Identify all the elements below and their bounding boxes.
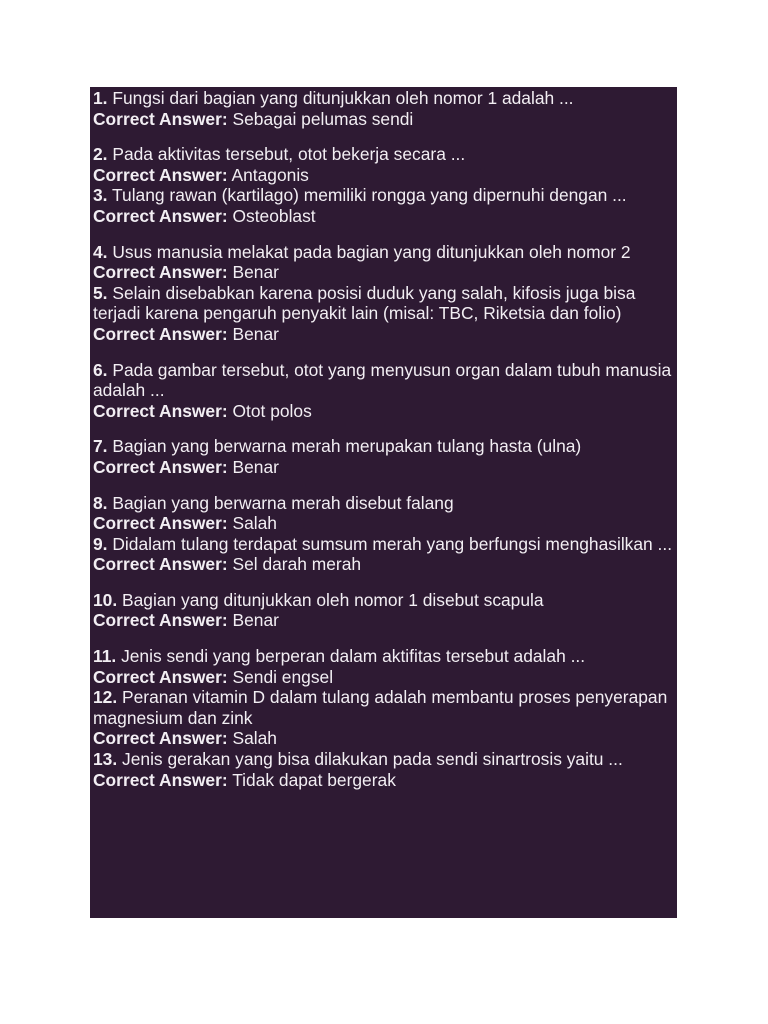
qa-item-11 <box>93 646 677 687</box>
question-body: Bagian yang berwarna merah merupakan tulang hasta (ulna) <box>112 436 582 457</box>
answer-value: Salah <box>232 513 277 534</box>
answer-line <box>93 728 677 749</box>
answer-value: Antagonis <box>231 164 309 185</box>
answer-label: Correct Answer: <box>93 513 228 534</box>
question-text <box>93 687 677 728</box>
question-text <box>93 144 677 165</box>
question-number: 4. <box>93 241 108 262</box>
question-body: Usus manusia melakat pada bagian yang ditunjukkan oleh nomor 2 <box>112 241 631 262</box>
question-number: 3. <box>93 185 108 206</box>
question-body: Bagian yang ditunjukkan oleh nomor 1 disebut scapula <box>122 589 544 610</box>
answer-value: Otot polos <box>232 400 312 421</box>
answer-value: Sendi engsel <box>232 666 334 687</box>
question-number: 8. <box>93 492 108 513</box>
question-text <box>93 493 677 514</box>
question-body: Fungsi dari bagian yang ditunjukkan oleh nomor 1 adalah ... <box>112 88 574 108</box>
answer-label: Correct Answer: <box>93 323 228 344</box>
question-text <box>93 360 677 401</box>
answer-line <box>93 401 677 422</box>
question-number: 12. <box>93 687 118 708</box>
question-body: Pada gambar tersebut, otot yang menyusun organ dalam tubuh manusia adalah ... <box>93 359 672 401</box>
qa-item-8 <box>93 493 677 534</box>
answer-label: Correct Answer: <box>93 666 228 687</box>
answer-value: Benar <box>232 262 279 283</box>
answer-value: Sebagai pelumas sendi <box>232 108 414 129</box>
answer-label: Correct Answer: <box>93 554 228 575</box>
qa-item-6 <box>93 360 677 422</box>
question-text <box>93 646 677 667</box>
qa-item-13 <box>93 749 677 790</box>
question-body: Jenis sendi yang berperan dalam aktifitas tersebut adalah ... <box>121 646 586 667</box>
question-number: 13. <box>93 749 118 770</box>
question-body: Pada aktivitas tersebut, otot bekerja secara ... <box>112 144 466 165</box>
question-text <box>93 749 677 770</box>
answer-line <box>93 554 677 575</box>
question-body: Tulang rawan (kartilago) memiliki rongga yang dipernuhi dengan ... <box>112 185 627 206</box>
question-text <box>93 185 677 206</box>
quiz-answer-panel <box>90 87 677 918</box>
answer-value: Osteoblast <box>232 205 316 226</box>
question-body: Selain disebabkan karena posisi duduk yang salah, kifosis juga bisa terjadi karena pengaruh penyakit lain (misal: TBC, Riketsia dan folio) <box>93 282 636 324</box>
answer-label: Correct Answer: <box>93 456 228 477</box>
qa-item-12 <box>93 687 677 749</box>
answer-label: Correct Answer: <box>93 164 228 185</box>
answer-line <box>93 165 677 186</box>
question-number: 9. <box>93 533 108 554</box>
qa-item-7 <box>93 436 677 477</box>
question-number: 7. <box>93 436 108 457</box>
qa-item-4 <box>93 242 677 283</box>
answer-value: Salah <box>232 728 277 749</box>
qa-item-5 <box>93 283 677 345</box>
answer-value: Benar <box>232 610 279 631</box>
question-number: 6. <box>93 359 108 380</box>
answer-line <box>93 262 677 283</box>
answer-value: Tidak dapat bergerak <box>232 769 396 790</box>
question-number: 1. <box>93 88 108 108</box>
qa-item-1 <box>93 88 677 129</box>
answer-value: Sel darah merah <box>232 554 362 575</box>
question-body: Bagian yang berwarna merah disebut falang <box>112 492 454 513</box>
answer-label: Correct Answer: <box>93 262 228 283</box>
question-text <box>93 88 677 109</box>
answer-line <box>93 513 677 534</box>
question-body: Jenis gerakan yang bisa dilakukan pada sendi sinartrosis yaitu ... <box>122 749 623 770</box>
answer-value: Benar <box>232 456 279 477</box>
answer-label: Correct Answer: <box>93 610 228 631</box>
qa-item-10 <box>93 590 677 631</box>
answer-line <box>93 457 677 478</box>
answer-label: Correct Answer: <box>93 108 228 129</box>
answer-label: Correct Answer: <box>93 769 228 790</box>
question-number: 2. <box>93 144 108 165</box>
question-text <box>93 283 677 324</box>
answer-line <box>93 206 677 227</box>
qa-item-3 <box>93 185 677 226</box>
question-body: Peranan vitamin D dalam tulang adalah membantu proses penyerapan magnesium dan zink <box>93 687 668 728</box>
question-text <box>93 242 677 263</box>
answer-line <box>93 667 677 688</box>
answer-line <box>93 770 677 791</box>
answer-value: Benar <box>232 323 279 344</box>
answer-label: Correct Answer: <box>93 728 228 749</box>
answer-label: Correct Answer: <box>93 205 228 226</box>
question-number: 5. <box>93 282 108 303</box>
question-number: 10. <box>93 589 118 610</box>
question-text <box>93 590 677 611</box>
answer-line <box>93 610 677 631</box>
question-body: Didalam tulang terdapat sumsum merah yang berfungsi menghasilkan ... <box>112 533 673 554</box>
qa-item-9 <box>93 534 677 575</box>
qa-item-2 <box>93 144 677 185</box>
question-text <box>93 436 677 457</box>
answer-line <box>93 324 677 345</box>
answer-label: Correct Answer: <box>93 400 228 421</box>
question-number: 11. <box>93 646 117 667</box>
answer-line <box>93 109 677 130</box>
question-text <box>93 534 677 555</box>
